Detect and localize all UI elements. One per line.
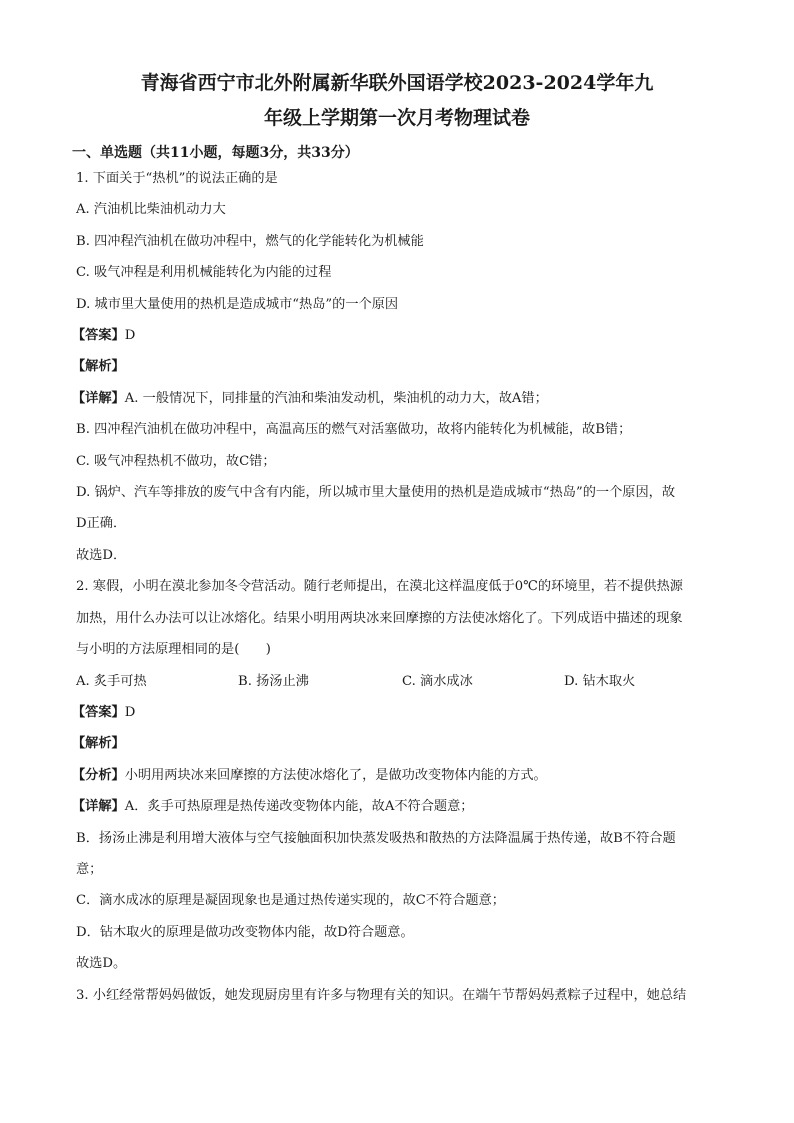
detail-tag: 【详解】 bbox=[72, 799, 125, 815]
question-1-analysis-tag: 【解析】 bbox=[72, 359, 125, 375]
question-3 bbox=[72, 980, 722, 1011]
question-2-option-d: D. 钻木取火 bbox=[564, 673, 636, 689]
question-2-option-a: A. 炙手可热 bbox=[76, 673, 147, 689]
question-2-analysis-tag: 【解析】 bbox=[72, 736, 125, 752]
question-2-options bbox=[72, 666, 722, 697]
question-1-option-d: D. 城市里大量使用的热机是造成城市“热岛”的一个原因 bbox=[76, 296, 399, 312]
question-1-answer bbox=[72, 320, 722, 351]
fenxi-tag: 【分析】 bbox=[72, 767, 125, 783]
question-1-option-a: A. 汽油机比柴油机动力大 bbox=[76, 202, 226, 218]
question-2-stem-line-3: 与小明的方法原理相同的是( ) bbox=[76, 642, 271, 658]
page-title-line-2: 年级上学期第一次月考物理试卷 bbox=[263, 107, 530, 129]
answer-value: D bbox=[124, 704, 136, 720]
answer-value: D bbox=[124, 328, 136, 344]
section-heading-single-choice: 一、单选题（共11小题，每题3分，共33分） bbox=[72, 145, 359, 161]
answer-tag: 【答案】 bbox=[72, 328, 125, 344]
detail-tag: 【详解】 bbox=[72, 390, 125, 406]
detail-text: A. 一般情况下，同排量的汽油和柴油发动机，柴油机的动力大，故A错； bbox=[124, 390, 548, 406]
question-1-stem: 1. 下面关于“热机”的说法正确的是 bbox=[76, 171, 278, 186]
detail-text: A．炙手可热原理是热传递改变物体内能，故A不符合题意； bbox=[124, 799, 474, 815]
question-1-detail-b: B. 四冲程汽油机在做功冲程中，高温高压的燃气对活塞做功，故将内能转化为机械能，故B错； bbox=[76, 422, 632, 438]
question-2-fenxi bbox=[72, 760, 722, 791]
question-1-option-b: B. 四冲程汽油机在做功冲程中，燃气的化学能转化为机械能 bbox=[76, 233, 424, 249]
fenxi-text: 小明用两块冰来回摩擦的方法使冰熔化了，是做功改变物体内能的方式。 bbox=[124, 767, 547, 783]
question-2-detail-a bbox=[72, 791, 722, 822]
question-2-answer bbox=[72, 697, 722, 728]
question-1-detail-d-continued: D正确． bbox=[76, 516, 127, 532]
question-2-detail-b: B．扬汤止沸是利用增大液体与空气接触面积加快蒸发吸热和散热的方法降温属于热传递，故B不符合题 bbox=[76, 830, 676, 846]
question-2-conclusion: 故选D。 bbox=[76, 956, 127, 972]
question-1-detail-c: C. 吸气冲程热机不做功，故C错； bbox=[76, 453, 276, 469]
question-2-option-c: C. 滴水成冰 bbox=[402, 673, 473, 689]
question-2-detail-c: C．滴水成冰的原理是凝固现象也是通过热传递实现的，故C不符合题意； bbox=[76, 893, 505, 909]
question-2-detail-d: D．钻木取火的原理是做功改变物体内能，故D符合题意。 bbox=[76, 924, 414, 940]
question-1-detail-d: D. 锅炉、汽车等排放的废气中含有内能，所以城市里大量使用的热机是造成城市“热岛”的一个原因，故 bbox=[76, 485, 676, 501]
page-title-line-1: 青海省西宁市北外附属新华联外国语学校2023-2024学年九 bbox=[140, 72, 654, 94]
question-3-stem-line-1: 3. 小红经常帮妈妈做饭，她发现厨房里有许多与物理有关的知识。在端午节帮妈妈煮粽子过程中，她总结 bbox=[76, 987, 687, 1003]
question-2 bbox=[72, 571, 722, 979]
answer-tag: 【答案】 bbox=[72, 704, 125, 720]
question-1-detail-a bbox=[72, 383, 722, 414]
question-1-conclusion: 故选D． bbox=[76, 547, 127, 563]
question-1 bbox=[72, 163, 722, 571]
question-2-option-b: B. 扬汤止沸 bbox=[238, 673, 309, 689]
question-2-detail-b-continued: 意； bbox=[76, 861, 103, 877]
question-2-stem-line-1: 2. 寒假，小明在漠北参加冬令营活动。随行老师提出，在漠北这样温度低于0℃的环境里，若不提供热源 bbox=[76, 579, 683, 595]
question-2-stem-line-2: 加热，用什么办法可以让冰熔化。结果小明用两块冰来回摩擦的方法使冰熔化了。下列成语中描述的现象 bbox=[76, 610, 683, 626]
question-1-option-c: C. 吸气冲程是利用机械能转化为内能的过程 bbox=[76, 265, 332, 281]
